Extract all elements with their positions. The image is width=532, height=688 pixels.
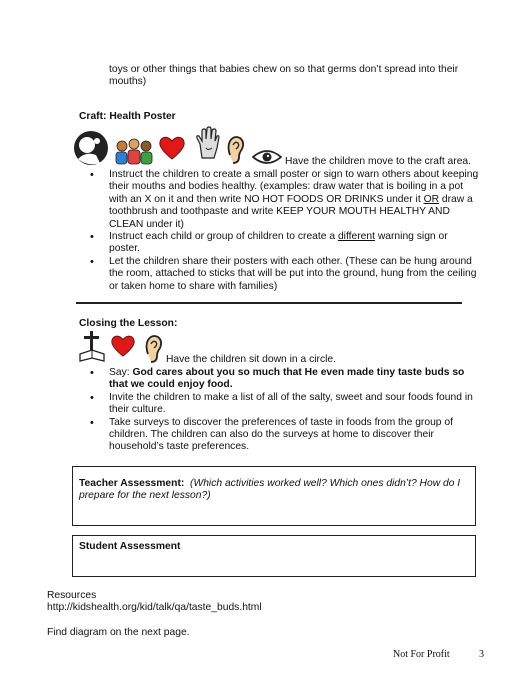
list-item: • Instruct the children to create a small poster or sign to warn others about keeping their mouths and bodies healthy. (examples: draw water that is boiling in a pot with an X on it and then write NO HOT FOODS OR DRINKS under it OR draw a toothbrush and toothpaste and write KEEP YOUR MOUTH HEALTHY AND CLEAN under it) — [82, 169, 502, 231]
list-item: • Say: God cares about you so much that He even made tiny taste buds so that we could enjoy food. — [82, 367, 502, 392]
intro-text: toys or other things that babies chew on so that germs don’t spread into their mouths) — [109, 64, 459, 88]
closing-instruction: Have the children sit down in a circle. — [166, 354, 336, 365]
list-item: • Invite the children to make a list of all of the salty, sweet and sour foods found in their culture. — [82, 392, 502, 417]
section-divider — [76, 302, 462, 304]
teacher-assessment-box[interactable]: Teacher Assessment: (Which activities worked well? Which ones didn’t? How do I prepare for the next lesson?) — [72, 466, 476, 526]
closing-bullets — [82, 367, 502, 454]
ear-icon — [142, 334, 164, 364]
closing-heading: Closing the Lesson: — [79, 318, 178, 329]
resources-link[interactable]: http://kidshealth.org/kid/talk/qa/taste_buds.html — [47, 602, 262, 613]
praying-head-icon — [70, 129, 112, 167]
bible-cross-icon — [78, 330, 106, 364]
list-item: • Take surveys to discover the preferences of taste in foods from the group of children. The children can also do the surveys at home to discover their household’s taste preferences. — [82, 417, 502, 454]
resources-label: Resources — [47, 590, 97, 601]
heart-icon — [158, 135, 186, 161]
footer-text: Not For Profit — [393, 649, 450, 660]
craft-instruction: Have the children move to the craft area. — [285, 156, 472, 167]
eye-icon — [252, 149, 282, 165]
list-item: • Let the children share their posters with each other. (These can be hung around the room, attached to sticks that will be put into the ground, hung from the ceiling or taken home to share with families) — [82, 256, 502, 293]
teacher-assessment-label: Teacher Assessment: — [79, 478, 185, 489]
page-number: 3 — [479, 649, 484, 660]
teacher-assessment-question: (Which activities worked well? Which ones didn’t? How do I — [190, 478, 461, 489]
student-assessment-box[interactable] — [72, 535, 476, 577]
hand-icon — [194, 126, 222, 160]
ear-icon — [224, 135, 246, 165]
student-assessment-label: Student Assessment — [79, 541, 181, 552]
craft-heading: Craft: Health Poster — [79, 111, 176, 122]
children-group-icon — [113, 138, 155, 166]
diagram-note: Find diagram on the next page. — [47, 627, 190, 638]
heart-icon — [110, 334, 136, 358]
list-item: • Instruct each child or group of children to create a different warning sign or poster. — [82, 231, 502, 256]
craft-bullets — [82, 169, 502, 293]
